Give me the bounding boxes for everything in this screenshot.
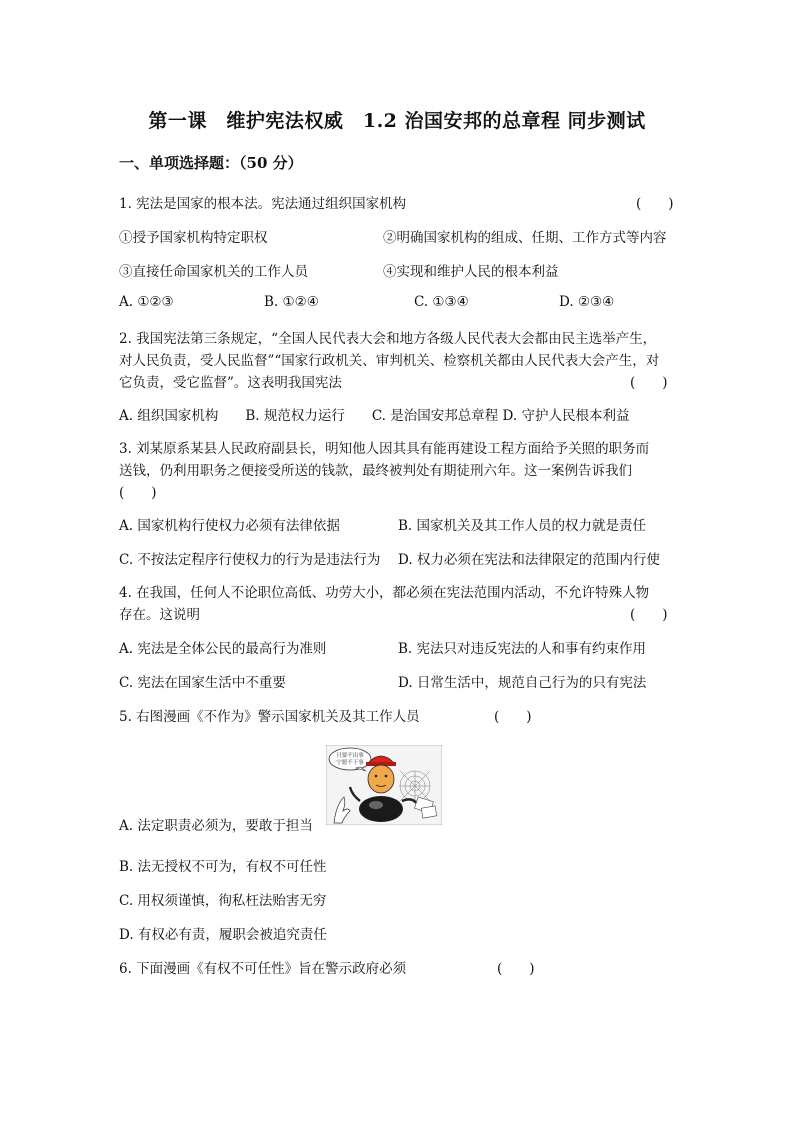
q3-answer-paren: ( ) bbox=[119, 485, 157, 501]
spider-web bbox=[400, 771, 430, 801]
q4-option-c: C. 宪法在国家生活中不重要 bbox=[119, 675, 286, 691]
q1-statement-4: ④实现和维护人民的根本利益 bbox=[383, 264, 559, 280]
q4-stem-line-1: 4. 在我国，任何人不论职位高低、功劳大小，都必须在宪法范围内活动，不允许特殊人物 bbox=[119, 585, 650, 601]
q1-option-c: C. ①③④ bbox=[414, 294, 469, 310]
q3-option-c: C. 不按法定程序行使权力的行为是违法行为 bbox=[119, 552, 381, 568]
q5-option-a: A. 法定职责必须为，要敢于担当 bbox=[119, 818, 313, 834]
q4-answer-paren: ( ) bbox=[630, 607, 668, 623]
q2-stem-line-1: 2. 我国宪法第三条规定，“全国人民代表大会和地方各级人民代表大会都由民主选举产生， bbox=[119, 331, 657, 347]
q4-option-b: B. 宪法只对违反宪法的人和事有约束作用 bbox=[398, 641, 647, 657]
q2-stem-line-3: 它负责，受它监督”。这表明我国宪法 bbox=[119, 375, 342, 391]
cartoon-inaction-image bbox=[326, 745, 442, 825]
q2-answer-paren: ( ) bbox=[630, 375, 668, 391]
q2-options: A. 组织国家机构 B. 规范权力运行 C. 是治国安邦总章程 D. 守护人民根本利益 bbox=[119, 408, 630, 424]
q3-stem-line-1: 3. 刘某原系某县人民政府副县长，明知他人因其具有能再建设工程方面给予关照的职务而 bbox=[119, 441, 650, 457]
q3-stem-line-2: 送钱，仍利用职务之便接受所送的钱款，最终被判处有期徒刑六年。这一案例告诉我们 bbox=[119, 463, 632, 479]
q1-option-a: A. ①②③ bbox=[119, 294, 174, 310]
q3-option-d: D. 权力必须在宪法和法律限定的范围内行使 bbox=[398, 552, 660, 568]
q4-option-d: D. 日常生活中，规范自己行为的只有宪法 bbox=[398, 675, 647, 691]
q1-option-d: D. ②③④ bbox=[559, 294, 615, 310]
q5-option-c: C. 用权须谨慎，徇私枉法贻害无穷 bbox=[119, 893, 327, 909]
q6-stem: 6. 下面漫画《有权不可任性》旨在警示政府必须 bbox=[119, 961, 407, 977]
page-title: 第一课 维护宪法权威 1.2 治国安邦的总章程 同步测试 bbox=[148, 110, 646, 132]
q5-option-b: B. 法无授权不可为，有权不可任性 bbox=[119, 859, 327, 875]
q5-stem: 5. 右图漫画《不作为》警示国家机关及其工作人员 bbox=[119, 709, 420, 725]
section-heading: 一、单项选择题：（50 分） bbox=[119, 154, 303, 172]
q2-stem-line-2: 对人民负责，受人民监督”“国家行政机关、审判机关、检察机关都由人民代表大会产生，对 bbox=[119, 353, 660, 369]
q1-statement-2: ②明确国家机构的组成、任期、工作方式等内容 bbox=[383, 230, 667, 246]
q3-option-a: A. 国家机构行使权力必须有法律依据 bbox=[119, 518, 340, 534]
bubble-text-1: 只要不出事 bbox=[336, 753, 364, 759]
q4-stem-line-2: 存在。这说明 bbox=[119, 607, 200, 623]
q4-option-a: A. 宪法是全体公民的最高行为准则 bbox=[119, 641, 327, 657]
q5-option-d: D. 有权必有责，履职会被追究责任 bbox=[119, 927, 327, 943]
q1-statement-1: ①授予国家机构特定职权 bbox=[119, 230, 268, 246]
q1-statement-3: ③直接任命国家机关的工作人员 bbox=[119, 264, 308, 280]
q3-option-b: B. 国家机关及其工作人员的权力就是责任 bbox=[398, 518, 647, 534]
q1-answer-paren: ( ) bbox=[636, 196, 674, 212]
q6-answer-paren: ( ) bbox=[497, 961, 535, 977]
q1-option-b: B. ①②④ bbox=[264, 294, 319, 310]
cartoon-drawing bbox=[326, 745, 442, 825]
q5-answer-paren: ( ) bbox=[494, 709, 532, 725]
q1-stem: 1. 宪法是国家的根本法。宪法通过组织国家机构 bbox=[119, 196, 407, 212]
bubble-text-2: 宁愿不干事 bbox=[336, 760, 364, 766]
